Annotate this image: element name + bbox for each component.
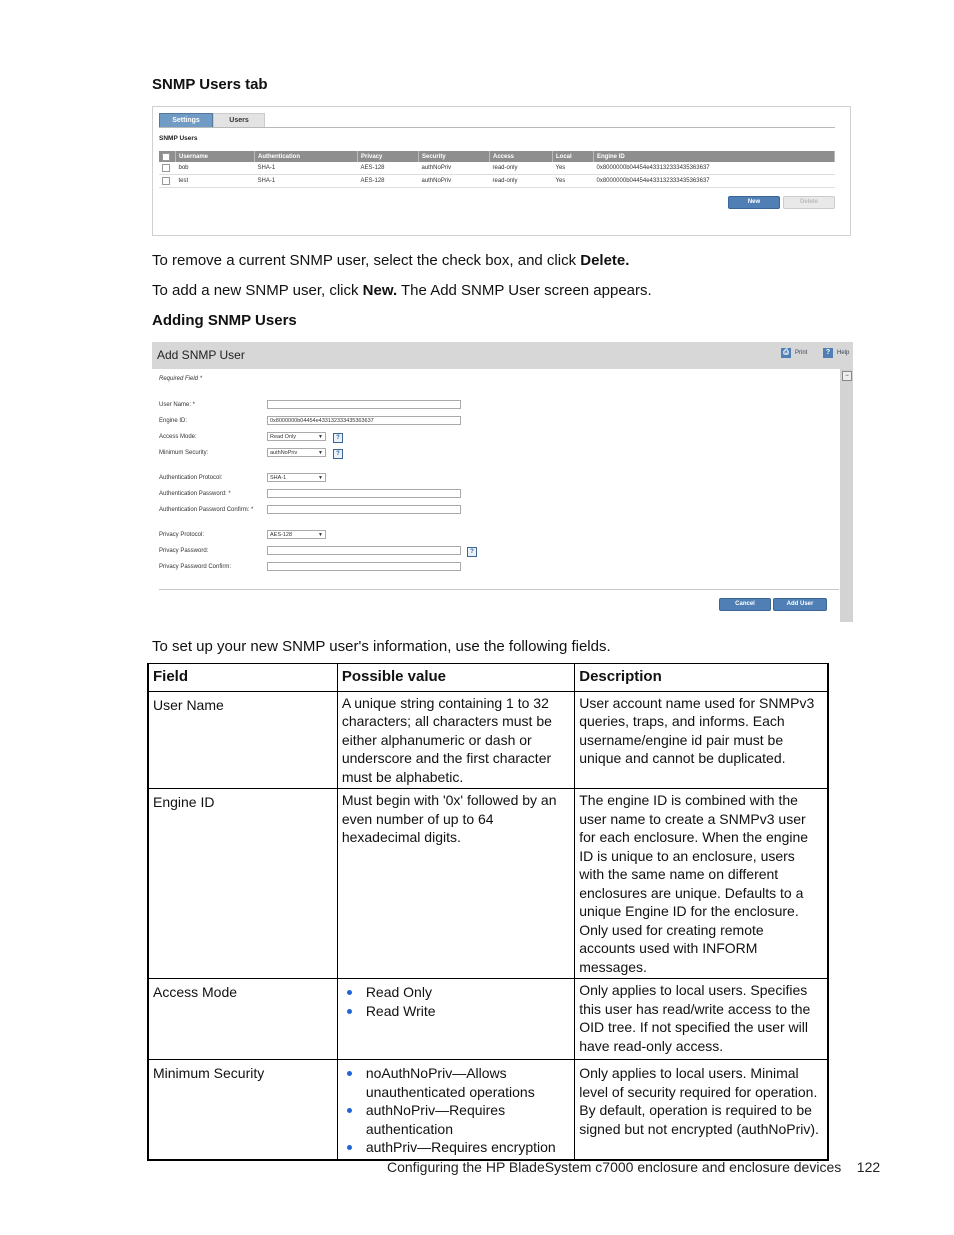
col-username: Username bbox=[176, 151, 255, 162]
col-authentication: Authentication bbox=[255, 151, 358, 162]
table-row bbox=[148, 1060, 828, 1160]
add-instruction bbox=[152, 282, 652, 299]
auth-password-confirm-input[interactable] bbox=[267, 505, 461, 514]
cell-description: The engine ID is combined with the user name to create a SNMPv3 user for each enclosure. When the engine ID is unique to an enclosure, users with the same name on different enclosures are unique. Defaults to a unique Engine ID for the enclosure. Only used for creating remote accounts used with INFORM messages. bbox=[575, 789, 828, 979]
cell-privacy: AES-128 bbox=[358, 162, 419, 175]
fields-intro: To set up your new SNMP user's information, use the following fields. bbox=[152, 638, 611, 655]
section-heading-snmp-users-tab: SNMP Users tab bbox=[152, 76, 268, 93]
collapse-icon[interactable]: − bbox=[842, 371, 852, 381]
cell-access: read-only bbox=[490, 162, 553, 175]
table-row bbox=[159, 162, 835, 175]
header-field: Field bbox=[148, 664, 337, 692]
minimum-security-value: authNoPriv bbox=[270, 450, 298, 456]
cell-value: A unique string containing 1 to 32 characters; all characters must be either alphanumeric or dash or underscore and the first character must be alphabetic. bbox=[337, 691, 574, 789]
add-text-post: The Add SNMP User screen appears. bbox=[397, 282, 652, 299]
privacy-password-confirm-label: Privacy Password Confirm: bbox=[159, 564, 232, 570]
privacy-password-label: Privacy Password: bbox=[159, 548, 209, 554]
cell-security: authNoPriv bbox=[419, 162, 490, 175]
user-name-label: User Name: * bbox=[159, 402, 196, 408]
table-row bbox=[159, 175, 835, 188]
section-heading-adding-snmp-users: Adding SNMP Users bbox=[152, 312, 297, 329]
list-item: Read Only bbox=[342, 983, 570, 1002]
snmp-users-screenshot bbox=[152, 106, 851, 236]
chevron-down-icon: ▼ bbox=[318, 475, 323, 481]
remove-bold: Delete. bbox=[580, 252, 630, 269]
col-security: Security bbox=[419, 151, 490, 162]
cell-local: Yes bbox=[553, 162, 594, 175]
form-divider bbox=[159, 589, 839, 590]
tab-settings[interactable]: Settings bbox=[159, 113, 213, 128]
auth-password-input[interactable] bbox=[267, 489, 461, 498]
header-possible-value: Possible value bbox=[337, 664, 574, 692]
list-item: noAuthNoPriv—Allows unauthenticated operations bbox=[342, 1064, 570, 1101]
new-button[interactable]: New bbox=[728, 196, 780, 209]
cell-username: test bbox=[176, 175, 255, 188]
cell-access: read-only bbox=[490, 175, 553, 188]
cell-value: Must begin with '0x' followed by an even number of up to 64 hexadecimal digits. bbox=[337, 789, 574, 979]
print-icon[interactable]: ⎙ bbox=[781, 348, 791, 358]
required-note: Required Field * bbox=[159, 376, 203, 382]
chevron-down-icon: ▼ bbox=[318, 532, 323, 538]
privacy-protocol-value: AES-128 bbox=[270, 532, 293, 538]
engine-id-label: Engine ID: bbox=[159, 418, 188, 424]
cell-field: User Name bbox=[148, 691, 337, 789]
tab-divider bbox=[159, 127, 835, 128]
privacy-protocol-select[interactable] bbox=[267, 530, 326, 539]
snmp-users-table bbox=[159, 151, 835, 188]
chevron-down-icon: ▼ bbox=[318, 450, 323, 456]
help-question-icon[interactable]: ? bbox=[333, 449, 343, 459]
cell-security: authNoPriv bbox=[419, 175, 490, 188]
cell-engine-id: 0x8000000b04454e433132333435363637 bbox=[594, 175, 835, 188]
privacy-password-input[interactable] bbox=[267, 546, 461, 555]
cancel-button[interactable]: Cancel bbox=[719, 598, 771, 611]
access-mode-value: Read Only bbox=[270, 434, 296, 440]
auth-password-label: Authentication Password: * bbox=[159, 491, 231, 497]
print-link[interactable]: Print bbox=[795, 350, 808, 356]
cell-description: Only applies to local users. Specifies this user has read/write access to the OID tree. If not specified the user will have read-only access. bbox=[575, 979, 828, 1060]
minimum-security-select[interactable] bbox=[267, 448, 326, 457]
list-item: authPriv—Requires encryption bbox=[342, 1138, 570, 1157]
select-all-header[interactable] bbox=[159, 151, 176, 162]
remove-instruction bbox=[152, 252, 629, 269]
list-item: authNoPriv—Requires authentication bbox=[342, 1101, 570, 1138]
remove-text: To remove a current SNMP user, select the check box, and click bbox=[152, 252, 581, 269]
auth-protocol-label: Authentication Protocol: bbox=[159, 475, 223, 481]
help-question-icon[interactable]: ? bbox=[467, 547, 477, 557]
minimum-security-label: Minimum Security: bbox=[159, 450, 209, 456]
cell-value bbox=[337, 979, 574, 1060]
row-select-cell[interactable] bbox=[159, 175, 176, 188]
add-snmp-user-screenshot bbox=[152, 342, 853, 622]
cell-engine-id: 0x8000000b04454e433132333435363637 bbox=[594, 162, 835, 175]
help-link[interactable]: Help bbox=[837, 350, 850, 356]
auth-protocol-value: SHA-1 bbox=[270, 475, 287, 481]
help-question-icon[interactable]: ? bbox=[333, 433, 343, 443]
cell-description: Only applies to local users. Minimal level of security required for operation. By default, operation is required to be signed but not encrypted (authNoPriv). bbox=[575, 1060, 828, 1160]
snmp-users-caption: SNMP Users bbox=[159, 135, 198, 142]
col-local: Local bbox=[553, 151, 594, 162]
value-list bbox=[342, 1064, 570, 1157]
chevron-down-icon: ▼ bbox=[318, 434, 323, 440]
cell-field: Access Mode bbox=[148, 979, 337, 1060]
tab-users[interactable]: Users bbox=[213, 113, 265, 128]
cell-username: bob bbox=[176, 162, 255, 175]
form-header bbox=[152, 342, 853, 369]
table-row bbox=[148, 691, 828, 789]
delete-button[interactable]: Delete bbox=[783, 196, 835, 209]
row-checkbox[interactable] bbox=[162, 164, 170, 172]
table-header-row bbox=[159, 151, 835, 162]
row-select-cell[interactable] bbox=[159, 162, 176, 175]
engine-id-input[interactable]: 0x8000000b04454e433132333435363637 bbox=[267, 416, 461, 425]
access-mode-select[interactable] bbox=[267, 432, 326, 441]
auth-protocol-select[interactable] bbox=[267, 473, 326, 482]
cell-value bbox=[337, 1060, 574, 1160]
table-row bbox=[148, 979, 828, 1060]
cell-privacy: AES-128 bbox=[358, 175, 419, 188]
cell-authentication: SHA-1 bbox=[255, 162, 358, 175]
col-access: Access bbox=[490, 151, 553, 162]
add-text-pre: To add a new SNMP user, click bbox=[152, 282, 363, 299]
header-description: Description bbox=[575, 664, 828, 692]
add-user-button[interactable]: Add User bbox=[773, 598, 827, 611]
cell-local: Yes bbox=[553, 175, 594, 188]
user-name-input[interactable] bbox=[267, 400, 461, 409]
table-row bbox=[148, 789, 828, 979]
help-icon[interactable]: ? bbox=[823, 348, 833, 358]
table-header-row bbox=[148, 664, 828, 692]
col-privacy: Privacy bbox=[358, 151, 419, 162]
select-all-checkbox[interactable] bbox=[162, 153, 170, 161]
col-engine-id: Engine ID bbox=[594, 151, 835, 162]
fields-table bbox=[147, 663, 829, 1161]
row-checkbox[interactable] bbox=[162, 177, 170, 185]
form-title: Add SNMP User bbox=[157, 348, 245, 362]
page-footer: Configuring the HP BladeSystem c7000 enclosure and enclosure devices 122 bbox=[387, 1159, 881, 1175]
scrollbar[interactable] bbox=[840, 369, 853, 622]
privacy-password-confirm-input[interactable] bbox=[267, 562, 461, 571]
list-item: Read Write bbox=[342, 1002, 570, 1021]
privacy-protocol-label: Privacy Protocol: bbox=[159, 532, 205, 538]
add-bold: New. bbox=[362, 282, 398, 299]
access-mode-label: Access Mode: bbox=[159, 434, 197, 440]
cell-authentication: SHA-1 bbox=[255, 175, 358, 188]
auth-password-confirm-label: Authentication Password Confirm: * bbox=[159, 507, 254, 513]
value-list bbox=[342, 983, 570, 1020]
cell-field: Minimum Security bbox=[148, 1060, 337, 1160]
cell-field: Engine ID bbox=[148, 789, 337, 979]
cell-description: User account name used for SNMPv3 queries, traps, and informs. Each username/engine id pair must be unique and cannot be duplicated. bbox=[575, 691, 828, 789]
